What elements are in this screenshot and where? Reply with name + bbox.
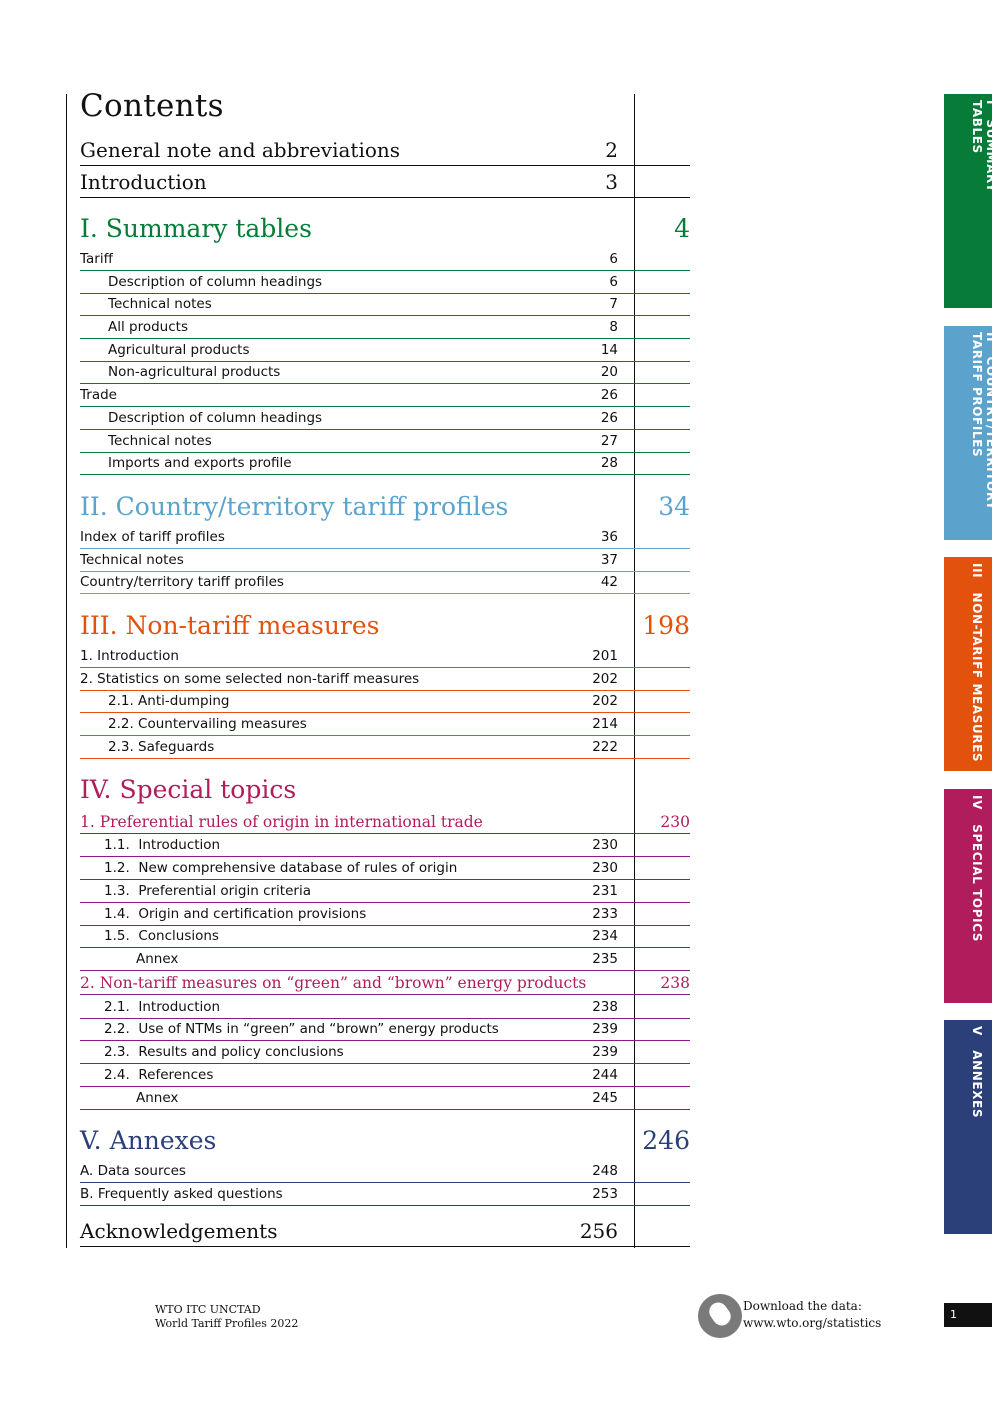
tab-country-profiles[interactable]: II COUNTRY/TERRITORY TARIFF PROFILES xyxy=(944,326,992,540)
download-link[interactable] xyxy=(743,1298,881,1332)
toc-item[interactable]: 2.2. Countervailing measures 214 xyxy=(80,713,690,736)
toc-item[interactable]: 1.1. Introduction 230 xyxy=(80,834,690,857)
toc-item[interactable]: 1.2. New comprehensive database of rules of origin 230 xyxy=(80,857,690,880)
section-country-profiles[interactable]: II. Country/territory tariff profiles 34 xyxy=(80,492,690,521)
page-title: Contents xyxy=(80,88,224,124)
toc-item[interactable]: Annex 245 xyxy=(80,1087,690,1110)
toc-item[interactable]: Tariff 6 xyxy=(80,248,690,271)
toc-item[interactable]: Technical notes 27 xyxy=(80,430,690,453)
toc-item[interactable]: 1. Introduction 201 xyxy=(80,645,690,668)
toc-item[interactable]: Non-agricultural products 20 xyxy=(80,361,690,384)
toc-item[interactable]: Technical notes 7 xyxy=(80,293,690,316)
toc-item[interactable]: Imports and exports profile 28 xyxy=(80,452,690,475)
toc-item[interactable]: Trade 26 xyxy=(80,384,690,407)
toc-item[interactable]: A. Data sources 248 xyxy=(80,1160,690,1183)
section-summary-tables[interactable]: I. Summary tables 4 xyxy=(80,214,690,243)
section-annexes[interactable]: V. Annexes 246 xyxy=(80,1126,690,1155)
toc-item[interactable]: Description of column headings 26 xyxy=(80,407,690,430)
toc-item[interactable]: 2.3. Results and policy conclusions 239 xyxy=(80,1041,690,1064)
special-topic-2[interactable]: 2. Non-tariff measures on “green” and “brown” energy products 238 xyxy=(80,971,690,995)
toc-item[interactable]: 2.4. References 244 xyxy=(80,1064,690,1087)
toc-item[interactable]: Index of tariff profiles 36 xyxy=(80,526,690,549)
toc-entry-acknowledgements[interactable]: Acknowledgements 256 xyxy=(80,1214,690,1247)
tab-non-tariff-measures[interactable]: III NON-TARIFF MEASURES xyxy=(944,557,992,771)
toc-item[interactable]: 2.1. Introduction 238 xyxy=(80,996,690,1019)
toc-item[interactable]: 2.1. Anti-dumping 202 xyxy=(80,690,690,713)
page-number: 1 xyxy=(944,1303,992,1327)
toc-item[interactable]: Technical notes 37 xyxy=(80,549,690,572)
tab-summary-tables[interactable]: I SUMMARY TABLES xyxy=(944,94,992,308)
footer-publication xyxy=(155,1303,298,1331)
toc-item[interactable]: 1.3. Preferential origin criteria 231 xyxy=(80,880,690,903)
toc-item[interactable]: All products 8 xyxy=(80,316,690,339)
section-special-topics[interactable]: IV. Special topics xyxy=(80,775,297,804)
footer-orgs: WTO ITC UNCTAD xyxy=(155,1303,261,1316)
toc-item[interactable]: Agricultural products 14 xyxy=(80,339,690,362)
toc-item[interactable]: B. Frequently asked questions 253 xyxy=(80,1183,690,1206)
toc-item[interactable]: Country/territory tariff profiles 42 xyxy=(80,571,690,594)
toc-item[interactable]: 2. Statistics on some selected non-tariff measures 202 xyxy=(80,668,690,691)
footer-title: World Tariff Profiles 2022 xyxy=(155,1317,299,1330)
left-rule xyxy=(66,94,67,1248)
toc-item[interactable]: 1.4. Origin and certification provisions 233 xyxy=(80,903,690,926)
download-url: www.wto.org/statistics xyxy=(743,1316,882,1330)
tab-special-topics[interactable]: IV SPECIAL TOPICS xyxy=(944,789,992,1003)
toc-entry-introduction[interactable]: Introduction 3 xyxy=(80,165,690,198)
section-non-tariff-measures[interactable]: III. Non-tariff measures 198 xyxy=(80,611,690,640)
download-label: Download the data: xyxy=(743,1299,862,1313)
toc-entry-general-note[interactable]: General note and abbreviations 2 xyxy=(80,133,690,166)
toc-item[interactable]: Annex 235 xyxy=(80,948,690,971)
download-icon[interactable] xyxy=(698,1294,742,1338)
toc-item[interactable]: 2.2. Use of NTMs in “green” and “brown” energy products 239 xyxy=(80,1018,690,1041)
toc-item[interactable]: 1.5. Conclusions 234 xyxy=(80,925,690,948)
tab-annexes[interactable]: V ANNEXES xyxy=(944,1020,992,1234)
toc-item[interactable]: Description of column headings 6 xyxy=(80,271,690,294)
special-topic-1[interactable]: 1. Preferential rules of origin in international trade 230 xyxy=(80,810,690,834)
toc-item[interactable]: 2.3. Safeguards 222 xyxy=(80,736,690,759)
